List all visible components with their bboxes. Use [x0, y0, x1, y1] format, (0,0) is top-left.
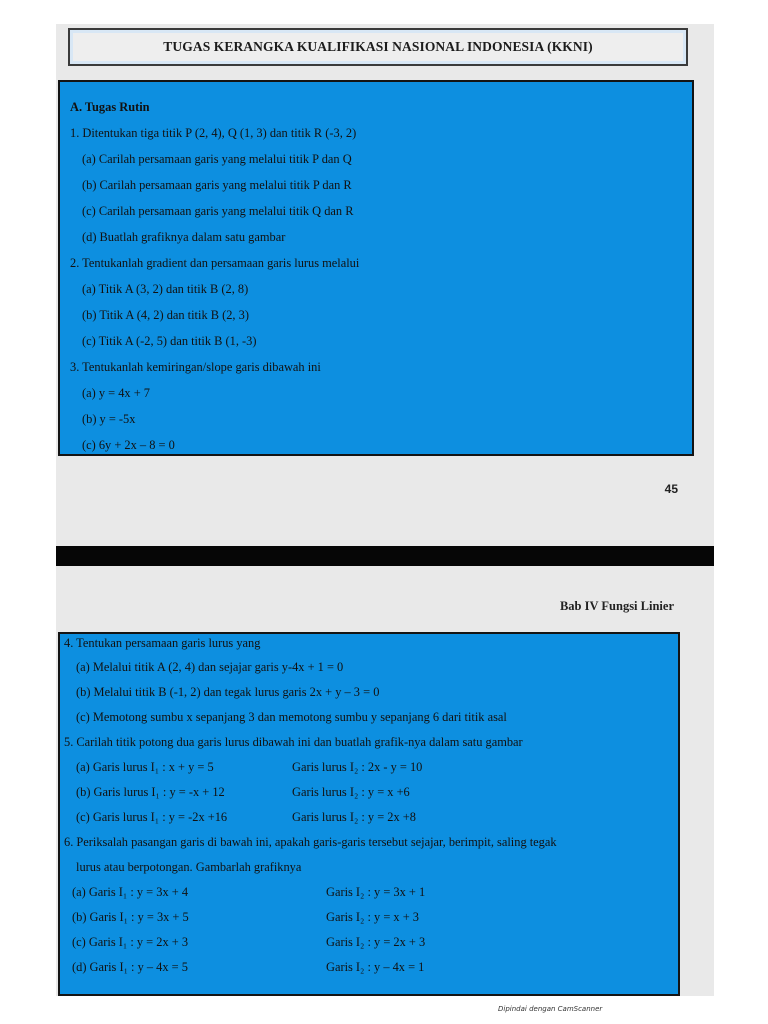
question-4-item: (c) Memotong sumbu x sepanjang 3 dan memotong sumbu y sepanjang 6 dari titik asal — [76, 710, 507, 724]
question-5-stem: 5. Carilah titik potong dua garis lurus dibawah ini dan buatlah grafik-nya dalam satu gambar — [64, 735, 523, 749]
page-title: TUGAS KERANGKA KUALIFIKASI NASIONAL INDONESIA (KKNI) — [163, 39, 593, 54]
page-46 — [56, 566, 714, 996]
question-6-right: Garis I₂ : y – 4x = 1 — [326, 960, 425, 974]
page-separator — [56, 546, 714, 566]
question-4-item: (a) Melalui titik A (2, 4) dan sejajar garis y-4x + 1 = 0 — [76, 660, 344, 674]
tugas-rutin-box — [58, 80, 694, 456]
question-6-right: Garis I₂ : y = 2x + 3 — [326, 935, 426, 949]
scanner-watermark: Dipindai dengan CamScanner — [498, 1005, 603, 1013]
question-3-stem: 3. Tentukanlah kemiringan/slope garis dibawah ini — [70, 360, 321, 374]
question-3-item: (c) 6y + 2x – 8 = 0 — [82, 438, 175, 452]
question-1-item: (c) Carilah persamaan garis yang melalui titik Q dan R — [82, 204, 354, 218]
question-2-item: (c) Titik A (-2, 5) dan titik B (1, -3) — [82, 334, 257, 348]
question-5-right: Garis lurus I₂ : y = 2x +8 — [292, 810, 416, 824]
question-6-right: Garis I₂ : y = 3x + 1 — [326, 885, 426, 899]
question-4-item: (b) Melalui titik B (-1, 2) dan tegak lurus garis 2x + y – 3 = 0 — [76, 685, 380, 699]
question-5-left: (a) Garis lurus I₁ : x + y = 5 — [76, 760, 214, 774]
question-2-item: (a) Titik A (3, 2) dan titik B (2, 8) — [82, 282, 249, 296]
title-box — [68, 28, 688, 66]
question-5-left: (b) Garis lurus I₁ : y = -x + 12 — [76, 785, 225, 799]
question-1-item: (a) Carilah persamaan garis yang melalui titik P dan Q — [82, 152, 352, 166]
question-6-stem-cont: lurus atau berpotongan. Gambarlah grafiknya — [76, 860, 302, 874]
question-5-right: Garis lurus I₂ : 2x - y = 10 — [292, 760, 423, 774]
question-6-left: (c) Garis I₁ : y = 2x + 3 — [72, 935, 189, 949]
chapter-header: Bab IV Fungsi Linier — [559, 599, 674, 613]
question-1-stem: 1. Ditentukan tiga titik P (2, 4), Q (1, 3) dan titik R (-3, 2) — [70, 126, 357, 140]
question-5-right: Garis lurus I₂ : y = x +6 — [292, 785, 410, 799]
question-3-item: (a) y = 4x + 7 — [82, 386, 150, 400]
question-4-stem: 4. Tentukan persamaan garis lurus yang — [64, 636, 261, 650]
question-3-item: (b) y = -5x — [82, 412, 136, 426]
question-6-left: (d) Garis I₁ : y – 4x = 5 — [72, 960, 188, 974]
question-6-stem: 6. Periksalah pasangan garis di bawah ini, apakah garis-garis tersebut sejajar, berimpit, saling tegak — [64, 835, 557, 849]
question-2-stem: 2. Tentukanlah gradient dan persamaan garis lurus melalui — [70, 256, 360, 270]
page-45 — [56, 24, 714, 546]
question-6-left: (a) Garis I₁ : y = 3x + 4 — [72, 885, 189, 899]
question-6-right: Garis I₂ : y = x + 3 — [326, 910, 419, 924]
question-1-item: (d) Buatlah grafiknya dalam satu gambar — [82, 230, 286, 244]
question-2-item: (b) Titik A (4, 2) dan titik B (2, 3) — [82, 308, 249, 322]
section-heading: A. Tugas Rutin — [70, 100, 150, 114]
page-number: 45 — [664, 482, 678, 496]
question-1-item: (b) Carilah persamaan garis yang melalui titik P dan R — [82, 178, 352, 192]
exercise-box — [58, 632, 680, 996]
question-5-left: (c) Garis lurus I₁ : y = -2x +16 — [76, 810, 228, 824]
question-6-left: (b) Garis I₁ : y = 3x + 5 — [72, 910, 189, 924]
